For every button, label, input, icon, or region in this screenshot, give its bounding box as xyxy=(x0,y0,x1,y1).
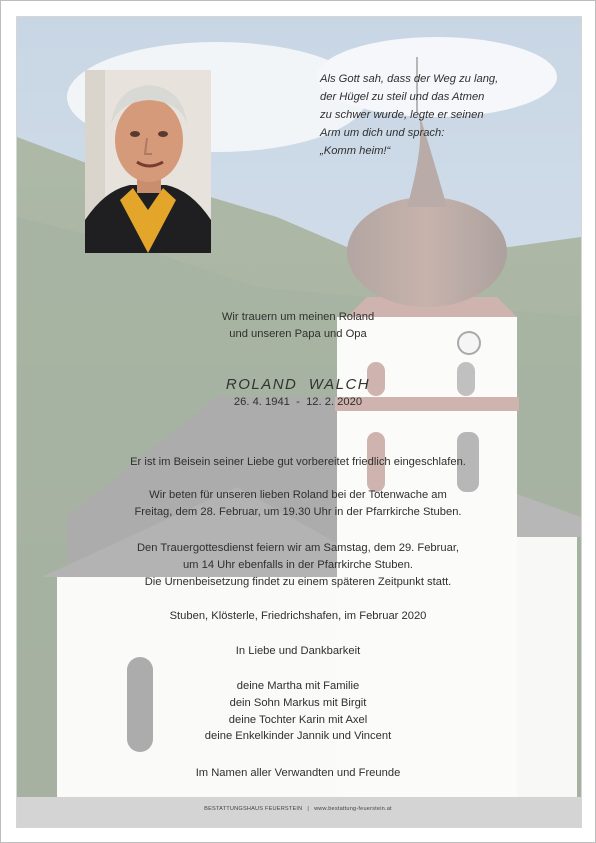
intro-line: und unseren Papa und Opa xyxy=(229,327,367,340)
funeral-line: Den Trauergottesdienst feiern wir am Samstag, dem 29. Februar, xyxy=(136,542,460,554)
funeral-text xyxy=(16,540,580,590)
quote-line: der Hügel zu steil und das Atmen xyxy=(320,91,485,103)
quote-line: Als Gott sah, dass der Weg zu lang, xyxy=(320,73,499,85)
mourner-line: deine Tochter Karin mit Axel xyxy=(228,713,368,726)
vigil-line: Freitag, dem 28. Februar, um 19.30 Uhr in der Pfarrkirche Stuben. xyxy=(134,505,462,518)
quote-block xyxy=(320,70,560,160)
mourner-line: deine Enkelkinder Jannik und Vincent xyxy=(204,730,392,743)
deceased-name: ROLAND WALCH xyxy=(225,376,371,393)
intro-line: Wir trauern um meinen Roland xyxy=(221,311,375,323)
deceased-block xyxy=(16,377,580,411)
footer-website: www.bestattung-feuerstein.at xyxy=(314,806,392,812)
funeral-line: um 14 Uhr ebenfalls in der Pfarrkirche Stuben. xyxy=(182,558,414,571)
funeral-line: Die Urnenbeisetzung findet zu einem späteren Zeitpunkt statt. xyxy=(144,575,452,588)
mourner-line: dein Sohn Markus mit Birgit xyxy=(229,696,367,709)
quote-line: Arm um dich und sprach: xyxy=(320,127,445,139)
footer xyxy=(16,806,580,812)
relatives-text xyxy=(16,765,580,782)
place-date-line: Stuben, Klösterle, Friedrichshafen, im Februar 2020 xyxy=(169,610,427,622)
relatives-line: Im Namen aller Verwandten und Freunde xyxy=(195,767,401,779)
vigil-text xyxy=(16,487,580,521)
mourners-list xyxy=(16,678,580,745)
quote-line: „Komm heim!“ xyxy=(320,145,391,157)
portrait-photo xyxy=(85,70,211,253)
footer-separator: | xyxy=(307,806,310,812)
passing-line: Er ist im Beisein seiner Liebe gut vorbereitet friedlich eingeschlafen. xyxy=(130,456,466,468)
mourner-line: deine Martha mit Familie xyxy=(236,680,360,692)
quote-line: zu schwer wurde, legte er seinen xyxy=(320,109,484,121)
vigil-line: Wir beten für unseren lieben Roland bei der Totenwache am xyxy=(149,489,447,501)
life-dates: 26. 4. 1941 - 12. 2. 2020 xyxy=(233,395,363,408)
intro-text xyxy=(16,309,580,343)
passing-text xyxy=(16,454,580,471)
footer-company: BESTATTUNGSHAUS FEUERSTEIN xyxy=(204,806,303,812)
place-date xyxy=(16,608,580,625)
closing-text xyxy=(16,643,580,660)
closing-line: In Liebe und Dankbarkeit xyxy=(235,645,361,657)
